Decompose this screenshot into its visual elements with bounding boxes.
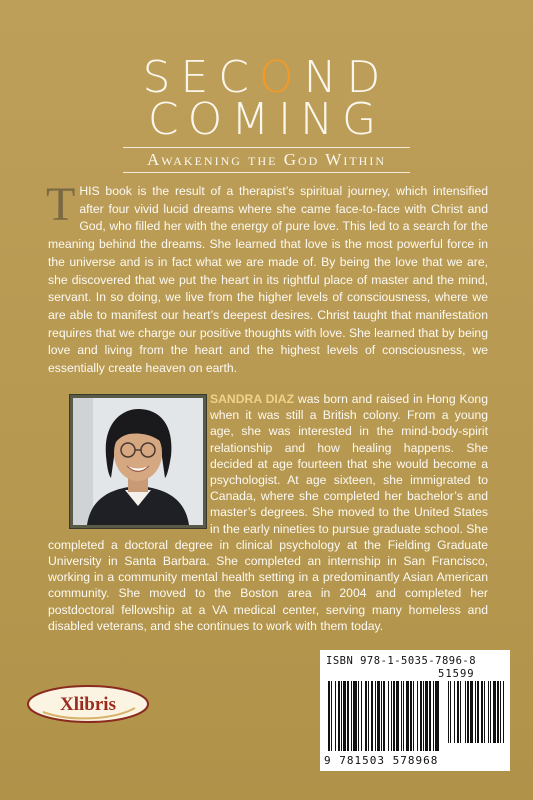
isbn-label: ISBN 978-1-5035-7896-8 (326, 655, 477, 667)
barcode-number: 9 781503 578968 (324, 754, 439, 767)
xlibris-logo (25, 684, 151, 724)
subtitle: Awakening the God Within (146, 150, 386, 169)
author-name: SANDRA DIAZ (210, 392, 295, 406)
title-accent-letter: O (259, 52, 304, 103)
drop-cap: T (46, 178, 76, 231)
isbn-barcode (320, 650, 510, 771)
subtitle-rule-top (123, 147, 410, 148)
title-line-2: COMING (147, 94, 386, 145)
subtitle-rule-bottom (123, 172, 410, 173)
title-line-1: SECOND (142, 52, 391, 103)
publisher-name: Xlibris (60, 694, 116, 715)
blurb-text: THIS book is the result of a therapist’s spiritual journey, which intensified after four vivid lucid dreams where she came face-to-face with Christ and God, who filled her with the energy of pure love. This led to a search for the meaning behind the dreams. She learned that love is the most powerful force in the universe and is in fact what we are made of. By being the love that we are, she discovered that we put the heart in its rightful place of master and the mind, servant. In so doing, we live from the higher levels of consciousness, where we are able to manifest our heart’s deepest desires. Christ taught that manifestation requires that we charge our positive thoughts with love. She learned that by being love and living from the heart and the highest levels of consciousness, we essentially create heaven on earth. (46, 178, 488, 376)
author-bio: SANDRA DIAZ was born and raised in Hong Kong when it was still a British colony. From a young age, she was interested in the mind-body-spirit relationship and how healing happens. She decided at age fourteen that she would become a psychologist. At age sixteen, she immigrated to Canada, where she completed her bachelor’s and master’s degrees. She moved to the United States in the early nineties to pursue graduate school. She completed a doctoral degree in clinical psychology at the Fielding Graduate University in Santa Barbara. She completed an internship in San Francisco, working in a community mental health setting in a predominantly Asian American community. She moved to the Boston area in 2004 and completed her postdoctoral fellowship at a VA medical center, serving many homeless and disabled veterans, and she continues to work with them today. (48, 392, 488, 633)
price-code: 51599 (438, 668, 475, 680)
barcode-bars (328, 681, 504, 751)
